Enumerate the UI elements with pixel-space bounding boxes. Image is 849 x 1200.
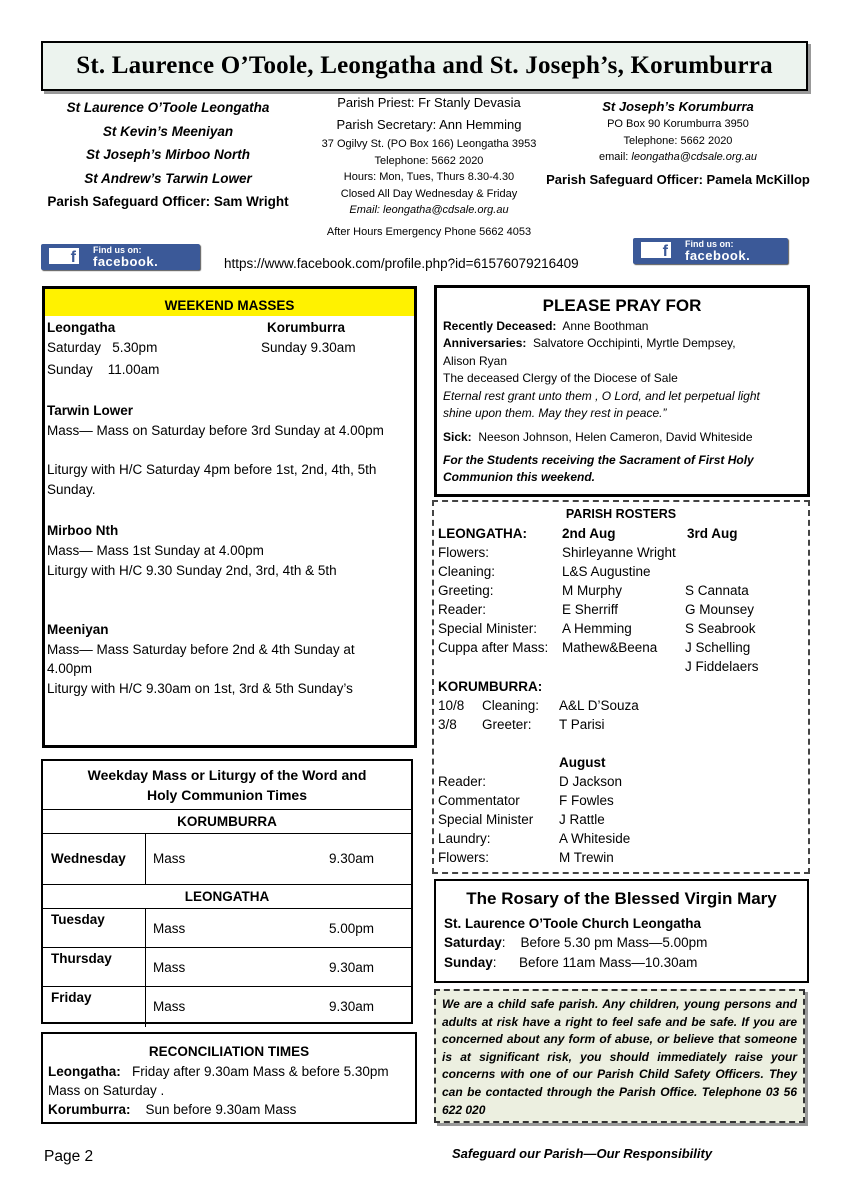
korumburra-sunday: Sunday 9.30am — [261, 340, 356, 355]
roster-name: M Murphy — [562, 583, 623, 598]
mirboo-mass: Mass— Mass 1st Sunday at 4.00pm — [47, 543, 264, 558]
title-banner — [41, 41, 808, 91]
weekday-day: Thursday — [51, 951, 112, 966]
students-note-cont: Communion this weekend. — [443, 470, 596, 484]
left-safeguard-officer: Parish Safeguard Officer: Sam Wright — [47, 194, 289, 209]
table-row — [43, 948, 411, 987]
facebook-badge-right[interactable]: f Find us on: facebook. — [633, 238, 788, 264]
rosary-sunday: Sunday: Before 11am Mass—10.30am — [444, 955, 698, 970]
roster-role: Reader: — [438, 774, 487, 789]
facebook-badge-left[interactable]: f Find us on: facebook. — [41, 244, 200, 270]
roster-role: Cuppa after Mass: — [438, 640, 549, 655]
pray-heading: PLEASE PRAY FOR — [542, 296, 702, 315]
weekday-type: Mass — [153, 851, 186, 866]
roster-name: S Cannata — [685, 583, 749, 598]
weekday-time: 9.30am — [329, 960, 375, 975]
roster-role: Cleaning: — [482, 698, 540, 713]
office-address: 37 Ogilvy St. (PO Box 166) Leongatha 3953 — [321, 138, 537, 150]
office-closed: Closed All Day Wednesday & Friday — [340, 187, 518, 200]
weekday-day: Friday — [51, 990, 92, 1005]
table-row — [43, 909, 411, 948]
rosters-august-label: August — [559, 755, 606, 770]
roster-name: J Schelling — [685, 640, 751, 655]
roster-name: L&S Augustine — [562, 564, 651, 579]
parish-name: St Andrew’s Tarwin Lower — [84, 170, 252, 186]
mirboo-liturgy: Liturgy with H/C 9.30 Sunday 2nd, 3rd, 4th & 5th — [47, 563, 337, 578]
rosters-col-3rd-aug: 3rd Aug — [687, 526, 738, 541]
roster-role: Special Minister: — [438, 621, 538, 636]
weekday-type: Mass — [153, 921, 186, 936]
korumburra-info — [528, 98, 828, 190]
korumburra-email-link[interactable]: leongatha@cdsale.org.au — [631, 151, 757, 163]
roster-role: Special Minister — [438, 812, 534, 827]
roster-role: Laundry: — [438, 831, 491, 846]
korumburra-section-heading: KORUMBURRA — [43, 810, 411, 834]
roster-name: M Trewin — [559, 850, 614, 865]
page-number: Page 2 — [44, 1148, 94, 1165]
weekday-time: 5.00pm — [329, 921, 375, 936]
roster-date: 10/8 — [438, 698, 465, 713]
tarwin-liturgy: Liturgy with H/C Saturday 4pm before 1st, 2nd, 4th, 5th — [47, 462, 377, 477]
roster-name: F Fowles — [559, 793, 614, 808]
weekday-title-cont: Holy Communion Times — [147, 787, 307, 803]
rosary-church: St. Laurence O’Toole Church Leongatha — [444, 916, 702, 931]
roster-role: Cleaning: — [438, 564, 496, 579]
roster-role: Greeter: — [482, 717, 532, 732]
reconciliation-heading: RECONCILIATION TIMES — [148, 1044, 310, 1059]
office-hours: Hours: Mon, Tues, Thurs 8.30-4.30 — [343, 171, 515, 184]
weekday-day: Tuesday — [51, 912, 105, 927]
roster-name: J Rattle — [559, 812, 605, 827]
reconciliation-korumburra: Korumburra: Sun before 9.30am Mass — [48, 1102, 297, 1117]
tarwin-mass: Mass— Mass on Saturday before 3rd Sunday at 4.00pm — [47, 423, 384, 438]
mirboo-label: Mirboo Nth — [47, 523, 119, 538]
parish-priest: Parish Priest: Fr Stanly Devasia — [337, 95, 521, 110]
roster-role: Reader: — [438, 602, 487, 617]
meeniyan-mass-cont: 4.00pm — [47, 661, 93, 676]
rosary-heading: The Rosary of the Blessed Virgin Mary — [466, 889, 777, 908]
parish-secretary: Parish Secretary: Ann Hemming — [336, 117, 522, 132]
meeniyan-label: Meeniyan — [47, 622, 109, 637]
students-note: For the Students receiving the Sacrament of First Holy — [443, 453, 754, 467]
parish-name: St Joseph’s Mirboo North — [85, 147, 250, 162]
office-telephone: Telephone: 5662 2020 — [374, 154, 484, 167]
rosters-col-2nd-aug: 2nd Aug — [562, 526, 616, 541]
tarwin-liturgy-cont: Sunday. — [47, 482, 96, 497]
weekday-type: Mass — [153, 960, 186, 975]
child-safe-notice — [434, 989, 805, 1123]
rosters-heading: PARISH ROSTERS — [565, 507, 677, 521]
roster-name: A Hemming — [562, 621, 632, 636]
rosters-korumburra-label: KORUMBURRA: — [438, 679, 543, 694]
facebook-icon: f — [49, 248, 79, 266]
weekday-day: Wednesday — [51, 851, 126, 866]
reconciliation-leongatha: Leongatha: Friday after 9.30am Mass & before 5.30pm — [48, 1064, 389, 1079]
roster-name: G Mounsey — [685, 602, 755, 617]
roster-role: Commentator — [438, 793, 520, 808]
office-email[interactable]: Email: leongatha@cdsale.org.au — [349, 204, 509, 217]
table-row — [43, 987, 411, 1027]
parish-name: St Laurence O’Toole Leongatha — [66, 100, 270, 115]
reconciliation-box — [41, 1032, 417, 1124]
page-title: St. Laurence O’Toole, Leongatha and St. Joseph’s, Korumburra — [76, 52, 773, 79]
weekday-time: 9.30am — [329, 999, 375, 1014]
parish-name: St Kevin’s Meeniyan — [102, 123, 234, 139]
meeniyan-mass: Mass— Mass Saturday before 2nd & 4th Sunday at — [47, 642, 355, 657]
prayer-text-cont: shine upon them. May they rest in peace.” — [443, 406, 667, 420]
leongatha-sunday: Sunday 11.00am — [47, 362, 160, 377]
roster-name: D Jackson — [559, 774, 623, 789]
korumburra-email: email: leongatha@cdsale.org.au — [599, 151, 757, 163]
weekday-time: 9.30am — [329, 851, 375, 866]
leongatha-saturday: Saturday 5.30pm — [47, 340, 158, 355]
roster-role: Greeting: — [438, 583, 494, 598]
weekend-masses-box — [42, 286, 417, 748]
parish-rosters-box — [432, 500, 810, 874]
tarwin-label: Tarwin Lower — [47, 403, 134, 418]
korumburra-parish-name: St Joseph’s Korumburra — [602, 99, 754, 114]
table-row — [43, 834, 411, 885]
roster-name: A&L D’Souza — [559, 698, 639, 713]
anniversaries: Anniversaries: Salvatore Occhipinti, Myrtle Dempsey, — [443, 336, 736, 350]
rosary-saturday: Saturday: Before 5.30 pm Mass—5.00pm — [444, 935, 708, 950]
child-safe-text: We are a child safe parish. Any children, young persons and adults at risk have a right to feel safe and be safe. If you are concerned about any form of abuse, or believe that someone is at significant risk, you should immediately raise your concerns with one of our Parish Child Safety Officers. They can be contacted through the Parish Office. Telephone 03 56 622 020 — [442, 997, 797, 1117]
right-safeguard-officer: Parish Safeguard Officer: Pamela McKillop — [546, 171, 810, 187]
leongatha-label: Leongatha — [47, 320, 116, 335]
anniversaries-cont: Alison Ryan — [443, 354, 508, 368]
roster-name: E Sherriff — [562, 602, 619, 617]
please-pray-box — [434, 285, 810, 497]
roster-name: S Seabrook — [685, 621, 756, 636]
roster-role: Flowers: — [438, 545, 490, 560]
recently-deceased: Recently Deceased: Anne Boothman — [443, 319, 649, 333]
rosary-box — [434, 879, 809, 983]
reconciliation-leongatha-cont: Mass on Saturday . — [48, 1083, 165, 1098]
weekday-mass-table — [41, 759, 413, 1024]
roster-name: Mathew&Beena — [562, 640, 658, 655]
sick-list: Sick: Neeson Johnson, Helen Cameron, David Whiteside — [443, 430, 753, 444]
roster-name: T Parisi — [559, 717, 605, 732]
korumburra-label: Korumburra — [267, 320, 346, 335]
meeniyan-liturgy: Liturgy with H/C 9.30am on 1st, 3rd & 5th Sunday’s — [47, 681, 353, 696]
roster-name: Shirleyanne Wright — [562, 545, 676, 560]
roster-name: A Whiteside — [559, 831, 631, 846]
korumburra-telephone: Telephone: 5662 2020 — [623, 134, 733, 147]
roster-role: Flowers: — [438, 850, 490, 865]
footer-slogan: Safeguard our Parish—Our Responsibility — [452, 1146, 713, 1161]
prayer-text: Eternal rest grant unto them , O Lord, and let perpetual light — [443, 389, 760, 403]
parish-office-info — [296, 92, 562, 241]
roster-date: 3/8 — [438, 717, 457, 732]
left-parish-list — [36, 96, 300, 214]
leongatha-section-heading: LEONGATHA — [43, 885, 411, 909]
rosters-leongatha-label: LEONGATHA: — [438, 526, 527, 541]
emergency-phone: After Hours Emergency Phone 5662 4053 — [326, 225, 532, 238]
facebook-url[interactable]: https://www.facebook.com/profile.php?id=61576079216409 — [224, 256, 579, 271]
korumburra-pobox: PO Box 90 Korumburra 3950 — [607, 118, 749, 130]
deceased-clergy: The deceased Clergy of the Diocese of Sale — [443, 371, 678, 385]
weekday-title: Weekday Mass or Liturgy of the Word and — [87, 767, 367, 783]
weekday-type: Mass — [153, 999, 186, 1014]
roster-name: J Fiddelaers — [685, 659, 759, 674]
facebook-icon: f — [641, 242, 671, 260]
weekend-masses-heading: WEEKEND MASSES — [45, 289, 414, 316]
